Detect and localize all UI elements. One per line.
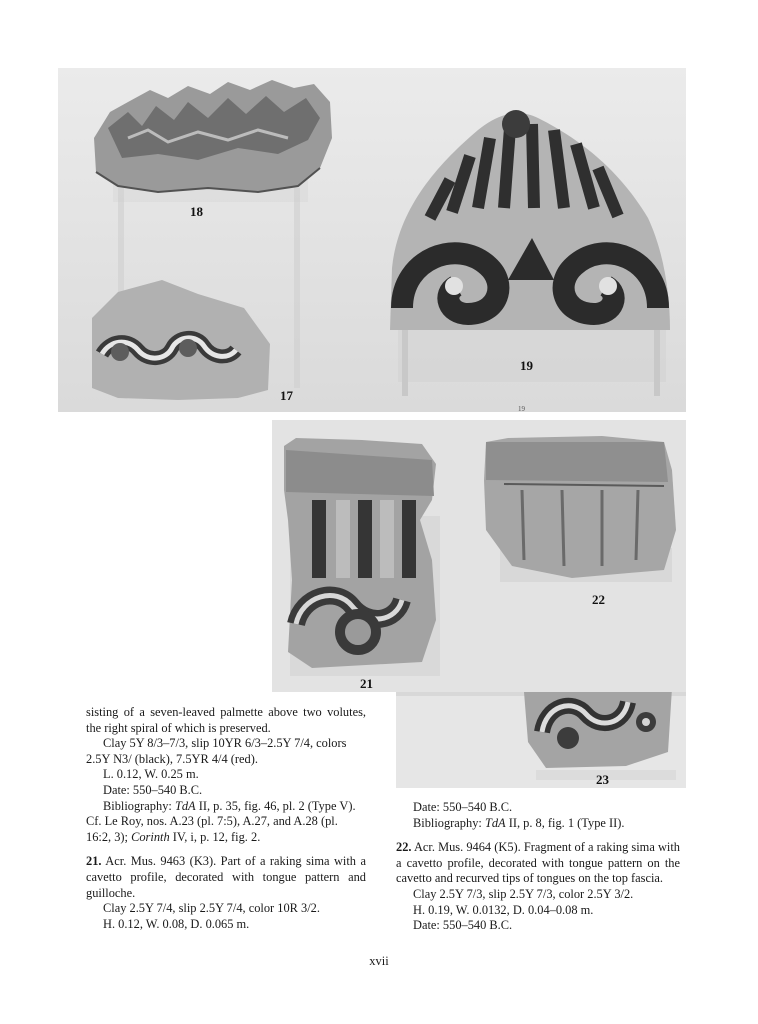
bibliography-references: II, p. 8, fig. 1 (Type II). [505,815,625,830]
photo-fragments-17-18-19 [58,68,686,412]
figure-number-23: 23 [596,772,609,787]
entry-21-number: 21. [86,854,102,869]
figure-number-19-small: 19 [518,405,525,412]
entry-22-dimensions: H. 0.19, W. 0.0132, D. 0.04–0.08 m. [413,902,594,917]
photo-fragments-21-22 [272,420,686,692]
entry-21-bibliography [396,816,680,832]
bibliography-label: Bibliography: [413,815,485,830]
entry-22-number: 22. [396,840,412,855]
catalog-text-left-column [86,705,366,932]
entry-20-bibliography [86,799,366,846]
entry-22-description [396,840,680,887]
fragment-22 [484,436,676,582]
entry-22-clay: Clay 2.5Y 7/3, slip 2.5Y 7/3, color 2.5Y 3/2. [413,886,634,901]
figure-number-17: 17 [280,388,293,403]
figure-number-22: 22 [592,592,605,607]
photo-plate-fragment-23 [396,692,686,788]
bibliography-source-corinth: Corinth [131,829,170,844]
photo-plate-top [58,68,686,412]
figure-number-18: 18 [190,204,203,219]
entry-20-dimensions: L. 0.12, W. 0.25 m. [103,767,199,782]
bibliography-references: II, p. 35, fig. 46, pl. 2 (Type V). Cf. Le Roy, nos. A.23 (pl. 7:5), A.27, and A.28 (pl. 16:2, 3); [86,798,356,844]
figure-number-21: 21 [360,676,373,691]
entry-21-text: Acr. Mus. 9463 (K3). Part of a raking sima with a cavetto profile, decorated with tongue pattern and guilloche. [86,854,366,900]
bibliography-source-tda: TdA [484,815,506,830]
catalog-text-right-column [396,800,680,934]
entry-21-description [86,854,366,901]
entry-22-date [396,918,680,934]
photo-plate-middle [272,420,686,692]
entry-20-description: sisting of a seven-leaved palmette above two volutes, the right spiral of which is preserved. [86,705,366,735]
fragment-21 [284,438,440,676]
date-label: Date: 550–540 [413,918,490,933]
date-label: Date: 550–540 [413,800,490,814]
page-number: xvii [369,954,389,968]
fragment-23 [524,692,672,768]
figure-number-19: 19 [520,358,533,373]
date-label: Date: 550–540 [103,782,180,797]
date-era: B.C. [489,800,513,814]
entry-21-dimensions: H. 0.12, W. 0.08, D. 0.065 m. [103,916,250,931]
entry-21-clay: Clay 2.5Y 7/4, slip 2.5Y 7/4, color 10R 3/2. [103,901,320,916]
bibliography-references-end: IV, i, p. 12, fig. 2. [169,829,261,844]
date-era: B.C. [489,918,513,933]
photo-fragment-23 [396,692,686,788]
date-era: B.C. [179,782,203,797]
bibliography-source-tda: TdA [174,798,196,813]
entry-21-date [396,800,680,816]
entry-20-clay: Clay 5Y 8/3–7/3, slip 10YR 6/3–2.5Y 7/4, colors 2.5Y N3/ (black), 7.5YR 4/4 (red). [86,736,347,766]
entry-22-text: Acr. Mus. 9464 (K5). Fragment of a raking sima with a cavetto profile, decorated with tongue pattern on the cavetto and recurved tips of tongues on the top fascia. [396,840,680,886]
bibliography-label: Bibliography: [103,798,175,813]
entry-20-date [86,783,366,799]
